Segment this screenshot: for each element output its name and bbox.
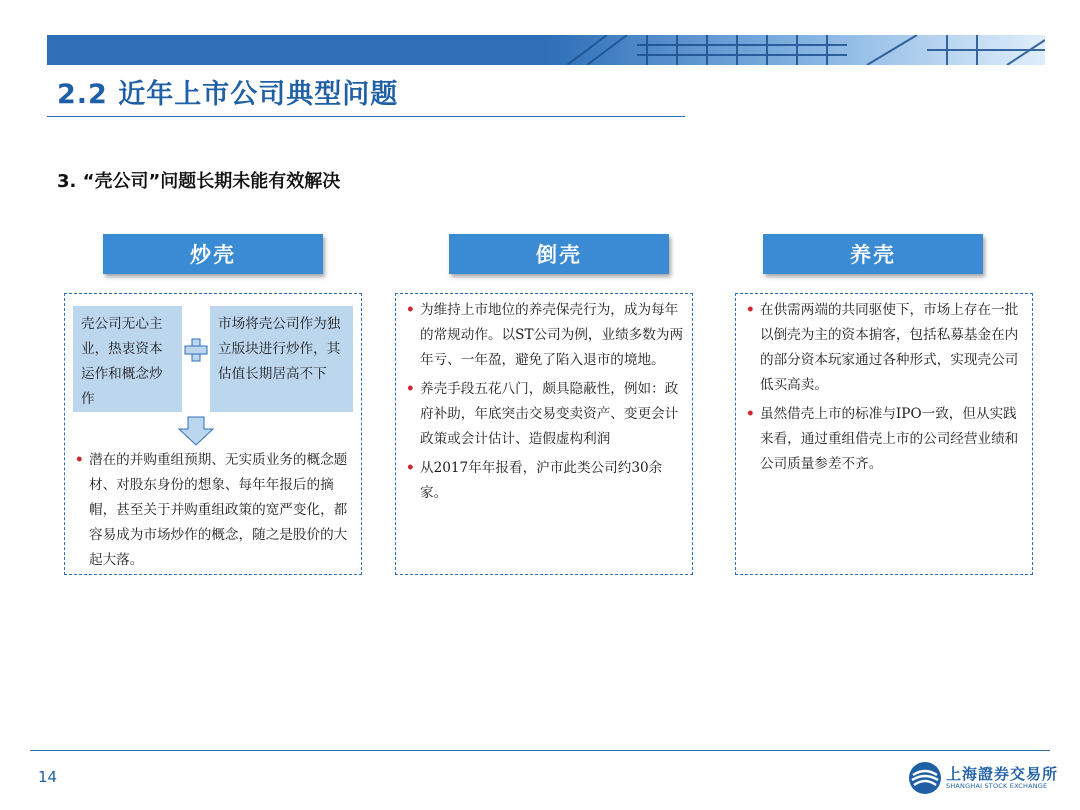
daoke-text	[406, 298, 686, 510]
sse-logo	[908, 758, 1059, 798]
bullet-item: • 潜在的并购重组预期、无实质业务的概念题材、对股东身份的想象、每年年报后的摘帽，甚至关于并购重组政策的宽严变化，都容易成为市场炒作的概念，随之是股价的大起大落。	[75, 448, 355, 573]
title-divider	[47, 116, 685, 117]
bullet-dot: •	[406, 381, 415, 397]
bullet-dot: •	[75, 452, 84, 468]
box-market-hype: 市场将壳公司作为独立版块进行炒作，其估值长期居高不下	[210, 306, 353, 412]
plus-icon	[184, 338, 208, 362]
bullet-item: • 在供需两端的共同驱使下，市场上存在一批以倒壳为主的资本掮客，包括私募基金在内的部分资本玩家通过各种形式，实现壳公司低买高卖。	[746, 298, 1026, 398]
logo-text-en: SHANGHAI STOCK EXCHANGE	[946, 782, 1048, 790]
footer-divider	[30, 750, 1050, 751]
building-banner-icon	[47, 35, 1045, 65]
bullet-item: • 养壳手段五花八门，颇具隐蔽性，例如：政府补助，年底突击交易变卖资产、变更会计政策或会计估计、造假虚构利润	[406, 377, 686, 452]
down-arrow-icon	[178, 416, 214, 446]
bullet-dot: •	[406, 460, 415, 476]
heading-yangke: 养壳	[763, 234, 983, 274]
yangke-text	[746, 298, 1026, 481]
bullet-dot: •	[746, 302, 755, 318]
logo-text-cn: 上海證券交易所	[946, 765, 1059, 783]
bullet-item: • 为维持上市地位的养壳保壳行为，成为每年的常规动作。以ST公司为例，业绩多数为两年亏、一年盈，避免了陷入退市的境地。	[406, 298, 686, 373]
box-shell-company: 壳公司无心主业，热衷资本运作和概念炒作	[73, 306, 182, 412]
bullet-dot: •	[406, 302, 415, 318]
heading-daoke: 倒壳	[449, 234, 669, 274]
page-number: 14	[38, 768, 58, 786]
sse-emblem-icon	[908, 761, 942, 795]
page-title: 2.2 近年上市公司典型问题	[57, 79, 399, 110]
header-banner	[47, 35, 1045, 65]
section-subtitle: 3. “壳公司”问题长期未能有效解决	[57, 171, 341, 192]
heading-chaoke: 炒壳	[103, 234, 323, 274]
bullet-dot: •	[746, 406, 755, 422]
bullet-item: • 从2017年年报看，沪市此类公司约30余家。	[406, 456, 686, 506]
chaoke-text	[75, 448, 355, 577]
bullet-item: • 虽然借壳上市的标准与IPO一致，但从实践来看，通过重组借壳上市的公司经营业绩和公司质量参差不齐。	[746, 402, 1026, 477]
